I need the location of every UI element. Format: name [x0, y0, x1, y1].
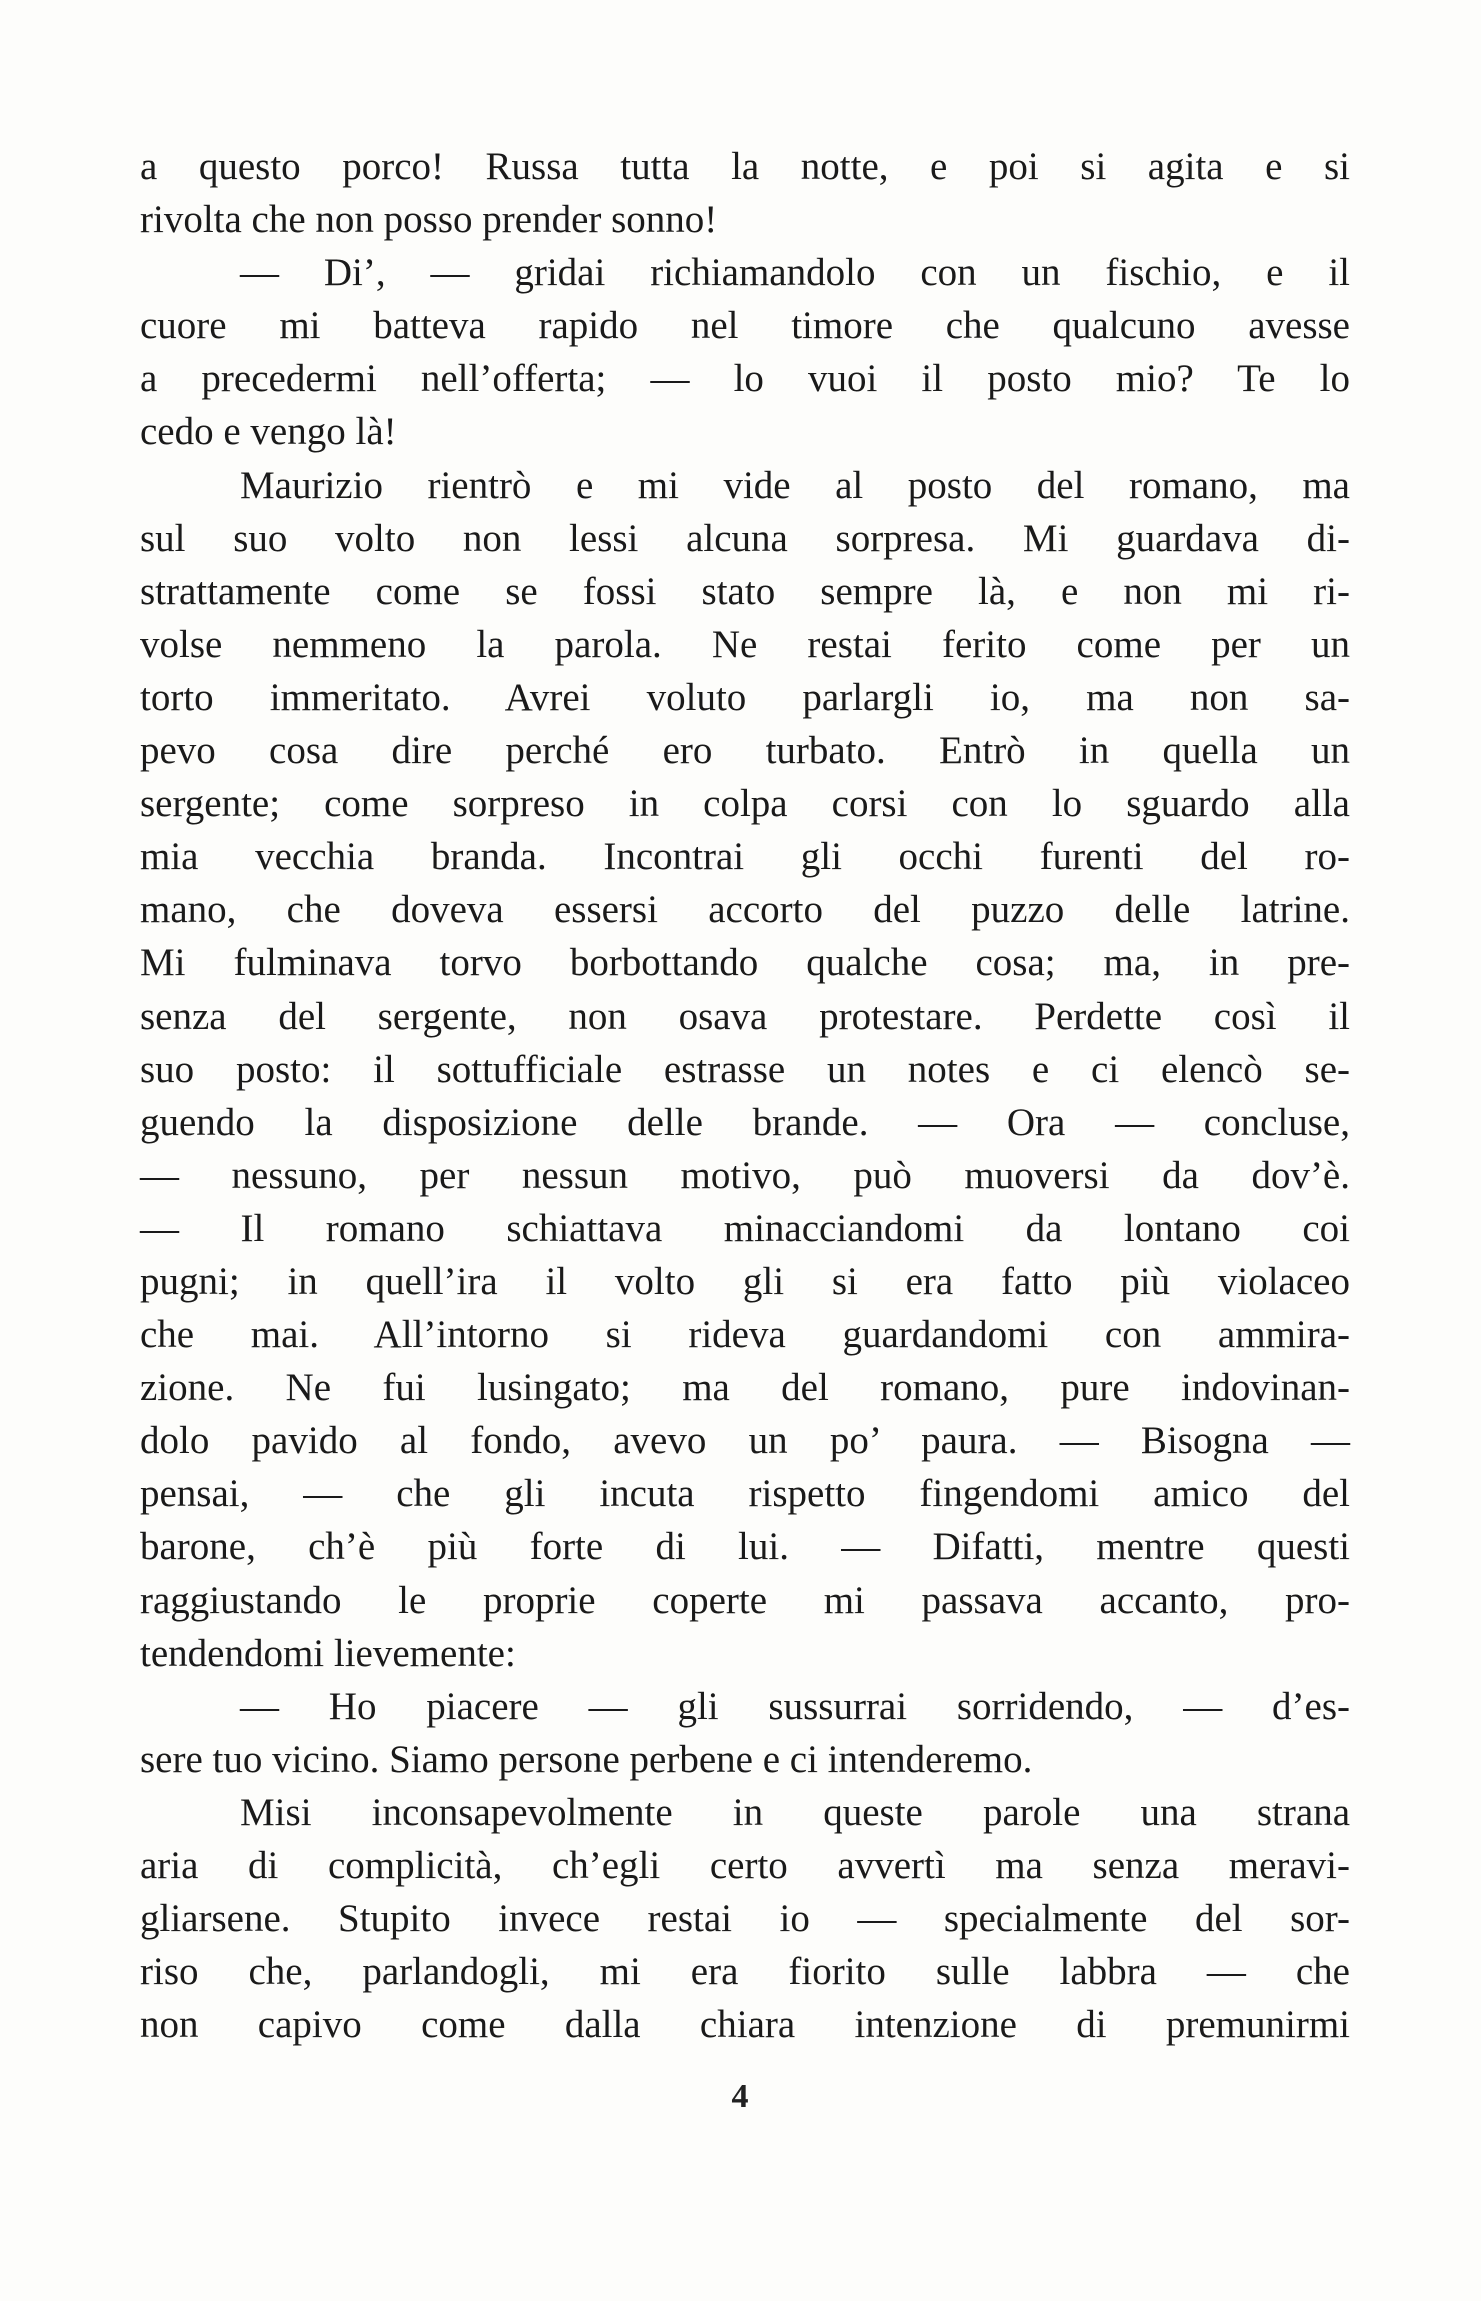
text-line: — nessuno, per nessun motivo, può muoversi da dov’è. — [140, 1153, 1350, 1197]
text-line: che mai. All’intorno si rideva guardandomi con ammira- — [140, 1313, 1350, 1357]
text-line: pevo cosa dire perché ero turbato. Entrò in quella un — [140, 729, 1350, 773]
text-line: Maurizio rientrò e mi vide al posto del romano, ma — [240, 463, 1350, 507]
text-line: senza del sergente, non osava protestare. Perdette così il — [140, 994, 1350, 1038]
text-line: mia vecchia branda. Incontrai gli occhi furenti del ro- — [140, 835, 1350, 879]
text-line: raggiustando le proprie coperte mi passava accanto, pro- — [140, 1578, 1350, 1622]
text-line: Misi inconsapevolmente in queste parole una strana — [240, 1790, 1350, 1834]
text-line: sergente; come sorpreso in colpa corsi con lo sguardo alla — [140, 782, 1350, 826]
text-line: guendo la disposizione delle brande. — Ora — concluse, — [140, 1100, 1350, 1144]
text-line: a precedermi nell’offerta; — lo vuoi il posto mio? Te lo — [140, 357, 1350, 401]
text-line: aria di complicità, ch’egli certo avvertì ma senza meravi- — [140, 1844, 1350, 1887]
text-line: sere tuo vicino. Siamo persone perbene e ci intenderemo. — [140, 1737, 1033, 1781]
text-line: strattamente come se fossi stato sempre là, e non mi ri- — [140, 569, 1350, 613]
text-line: rivolta che non posso prender sonno! — [140, 198, 718, 242]
text-line: — Di’, — gridai richiamandolo con un fischio, e il — [240, 251, 1350, 295]
text-line: volse nemmeno la parola. Ne restai ferito come per un — [140, 622, 1350, 666]
text-line: non capivo come dalla chiara intenzione di premunirmi — [140, 2003, 1350, 2047]
text-line: pugni; in quell’ira il volto gli si era fatto più violaceo — [140, 1259, 1350, 1303]
text-line: — Il romano schiattava minacciandomi da lontano coi — [140, 1206, 1350, 1250]
text-line: cuore mi batteva rapido nel timore che qualcuno avesse — [140, 304, 1350, 348]
text-line: cedo e vengo là! — [140, 410, 397, 454]
text-line: sul suo volto non lessi alcuna sorpresa. Mi guardava di- — [140, 516, 1350, 560]
text-line: Mi fulminava torvo borbottando qualche cosa; ma, in pre- — [140, 941, 1350, 985]
text-line: mano, che doveva essersi accorto del puzzo delle latrine. — [140, 888, 1350, 932]
text-line: torto immeritato. Avrei voluto parlargli io, ma non sa- — [140, 675, 1350, 719]
text-line: barone, ch’è più forte di lui. — Difatti, mentre questi — [140, 1525, 1350, 1569]
text-line: riso che, parlandogli, mi era fiorito sulle labbra — che — [140, 1950, 1350, 1994]
text-line: zione. Ne fui lusingato; ma del romano, pure indovinan- — [140, 1366, 1350, 1410]
page-number: 4 — [731, 2078, 749, 2115]
body-text — [140, 140, 1350, 2051]
text-line: gliarsene. Stupito invece restai io — specialmente del sor- — [140, 1897, 1350, 1941]
text-line: dolo pavido al fondo, avevo un po’ paura. — Bisogna — — [140, 1419, 1350, 1463]
text-line: — Ho piacere — gli sussurrai sorridendo, — d’es- — [240, 1684, 1350, 1728]
text-line: a questo porco! Russa tutta la notte, e poi si agita e si — [140, 145, 1350, 188]
text-line: suo posto: il sottufficiale estrasse un notes e ci elencò se- — [140, 1047, 1350, 1091]
text-line: pensai, — che gli incuta rispetto fingendomi amico del — [140, 1472, 1350, 1516]
text-line: tendendomi lievemente: — [140, 1631, 516, 1675]
